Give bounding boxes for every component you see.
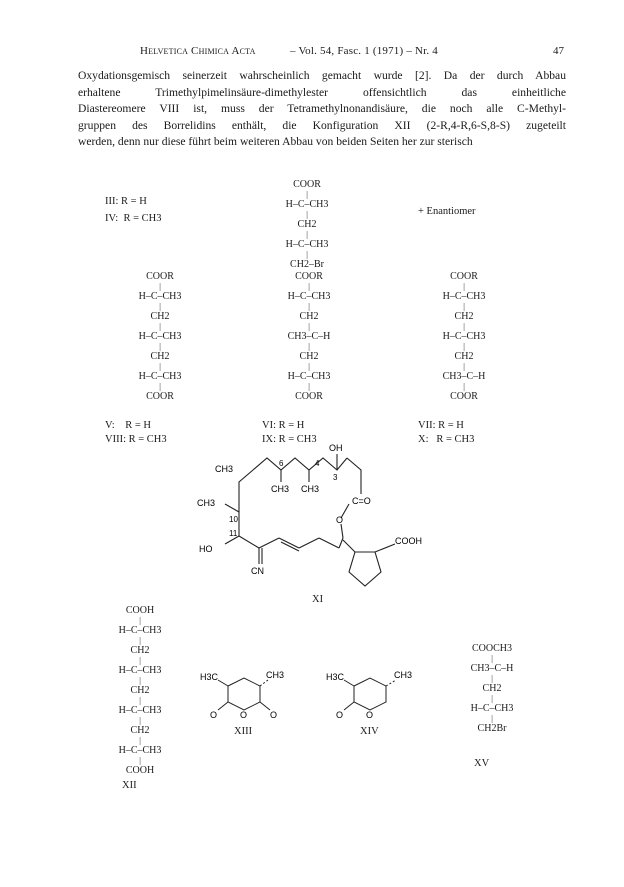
xiii-o-left: O [210,710,218,720]
volume-info: – Vol. 54, Fasc. 1 (1971) – Nr. 4 [290,45,438,57]
chem-group: H–C–CH3 [118,625,162,636]
chem-group: CH2 [454,351,474,362]
xi-bond [239,536,259,548]
bond-line: | [308,302,310,311]
bond-line: | [491,674,493,683]
chem-group: COOR [146,391,174,402]
label-x: X: R = CH3 [418,434,475,445]
xi-ch3-a: CH3 [271,484,290,494]
label-ix: IX: R = CH3 [262,434,317,445]
bond-line: | [308,362,310,371]
structure-xi [195,440,435,605]
bond-line: | [139,716,141,725]
xi-bond [299,538,319,548]
xiii-o-right: O [270,710,278,720]
body-line: werden, denn nur diese führt beim weiteren Abbau von beiden Seiten her zur sterisch [78,135,473,149]
chem-group: H–C–CH3 [118,665,162,676]
xi-cooh: COOH [395,536,422,546]
xi-cn: CN [251,566,264,576]
xi-cyclopentane [349,552,381,586]
xiv-h3c: H3C [326,672,345,682]
chem-group: COOH [125,765,155,776]
structure-vi [264,270,354,403]
xi-n4: 4 [315,459,320,468]
chem-group: CH2 [454,311,474,322]
xi-oh: OH [329,443,343,453]
bond-line: | [139,676,141,685]
xi-bond [339,538,343,548]
xi-top-chain [253,458,347,470]
chem-group: CH2–Br [290,259,324,270]
body-line: erhaltene Trimethylpimelinsäure-dimethylester offensichtlich das einheitliche [78,85,566,99]
bond-line: | [308,282,310,291]
xi-bond [347,458,361,494]
xi-ch3-b: CH3 [301,484,320,494]
chem-group: H–C–CH3 [138,331,182,342]
xiii-bond [260,680,268,686]
structure-xiv [326,666,416,726]
xi-ch3-left-top: CH3 [215,464,234,474]
chem-group: COOH [125,605,155,616]
bond-line: | [139,696,141,705]
xiii-ch3: CH3 [266,670,285,680]
chem-group: CH2Br [477,723,507,734]
label-v: V: R = H [105,420,151,431]
chem-group: CH2 [482,683,502,694]
bond-line: | [139,656,141,665]
label-xii: XII [122,780,137,791]
chem-group: CH2 [299,311,319,322]
chem-group: COOR [450,271,478,282]
page-number: 47 [553,45,564,57]
chem-group: H–C–CH3 [442,331,486,342]
bond-line: | [159,342,161,351]
chem-group: CH3–C–H [470,663,514,674]
chem-group: CH2 [150,311,170,322]
structure-xiii [200,666,290,726]
bond-line: | [463,282,465,291]
body-line: Diastereomere VIII ist, muss der Tetramethylnonandisäure, die noch alle C-Methyl- [78,102,566,116]
chem-group: COOCH3 [471,643,512,654]
xi-bond [225,504,239,512]
bond-line: | [159,302,161,311]
structure-vii [420,270,508,403]
xiii-bond [218,702,228,710]
xiii-bond [260,702,270,710]
chem-group: CH2 [299,351,319,362]
body-line: gruppen des Borrelidins enthält, die Konfiguration XII (2-R,4-R,6-S,8-S) zugeteilt [78,118,566,132]
bond-line: | [139,756,141,765]
xiii-ring [228,678,260,710]
label-iv: IV: R = CH3 [105,213,162,224]
bond-line: | [308,342,310,351]
label-vii: VII: R = H [418,420,464,431]
structure-xv [452,642,532,735]
label-xi: XI [312,594,324,605]
label-vi: VI: R = H [262,420,305,431]
xi-n3: 3 [333,473,338,482]
body-line: Oxydationsgemisch seinerzeit wahrscheinlich gemacht wurde [2]. Da der durch Abbau [78,69,566,82]
xi-bond [341,524,343,538]
label-iii: III: R = H [105,196,147,207]
label-xiii: XIII [234,726,253,737]
chem-group: COOR [293,179,321,190]
chem-group: COOR [295,391,323,402]
bond-line: | [159,362,161,371]
bond-line: | [463,362,465,371]
chem-group: CH2 [130,725,150,736]
bond-line: | [159,282,161,291]
bond-line: | [139,636,141,645]
xi-bond [375,544,395,552]
xiii-bond [218,680,228,686]
structure-xii [100,604,180,777]
xi-bond [319,538,339,548]
bond-line: | [139,616,141,625]
chem-group: CH2 [130,645,150,656]
chem-group: CH2 [297,219,317,230]
enantiomer-note: + Enantiomer [418,206,476,217]
structure-iii [262,178,352,271]
bond-line: | [491,714,493,723]
chem-group: COOR [295,271,323,282]
label-xiv: XIV [360,726,379,737]
structure-v [118,270,202,403]
chem-group: CH2 [130,685,150,696]
xiv-bond [386,680,396,686]
chem-group: H–C–CH3 [285,199,329,210]
xiv-o-left: O [336,710,344,720]
xi-n11: 11 [229,529,238,538]
running-header [78,45,564,61]
bond-line: | [159,322,161,331]
bond-line: | [463,302,465,311]
bond-line: | [463,382,465,391]
bond-line: | [159,382,161,391]
bond-line: | [308,382,310,391]
xi-ho: HO [199,544,213,554]
bond-line: | [491,654,493,663]
chem-group: CH3–C–H [442,371,486,382]
bond-line: | [491,694,493,703]
xi-o: O [336,515,344,525]
xi-n10: 10 [229,515,238,524]
bond-line: | [306,210,308,219]
chem-group: COOR [146,271,174,282]
chem-group: H–C–CH3 [118,705,162,716]
chem-group: CH2 [150,351,170,362]
bond-line: | [308,322,310,331]
xiv-o-ring: O [366,710,374,720]
bond-line: | [463,342,465,351]
label-xv: XV [474,758,490,769]
journal-name: Helvetica Chimica Acta [140,45,256,57]
xiv-ch3: CH3 [394,670,413,680]
body-paragraph [78,68,566,151]
label-viii: VIII: R = CH3 [105,434,167,445]
xiii-o-ring: O [240,710,248,720]
chem-group: H–C–CH3 [287,371,331,382]
chem-group: H–C–CH3 [138,291,182,302]
bond-line: | [139,736,141,745]
xi-c-o: C=O [352,496,371,506]
xi-bond [239,470,253,512]
xi-bond [259,538,279,548]
chem-group: H–C–CH3 [285,239,329,250]
chem-group: H–C–CH3 [442,291,486,302]
xiii-h3c: H3C [200,672,219,682]
chem-group: H–C–CH3 [287,291,331,302]
chem-group: H–C–CH3 [138,371,182,382]
xiv-bond [344,702,354,710]
chem-group: H–C–CH3 [470,703,514,714]
xi-ch3-left: CH3 [197,498,216,508]
bond-line: | [306,230,308,239]
xiv-ring [354,678,386,710]
chem-group: CH3–C–H [287,331,331,342]
chem-group: COOR [450,391,478,402]
bond-line: | [463,322,465,331]
bond-line: | [306,250,308,259]
xiv-bond [344,680,354,686]
xi-bond [343,540,355,552]
chem-group: H–C–CH3 [118,745,162,756]
bond-line: | [306,190,308,199]
xi-n6: 6 [279,459,284,468]
